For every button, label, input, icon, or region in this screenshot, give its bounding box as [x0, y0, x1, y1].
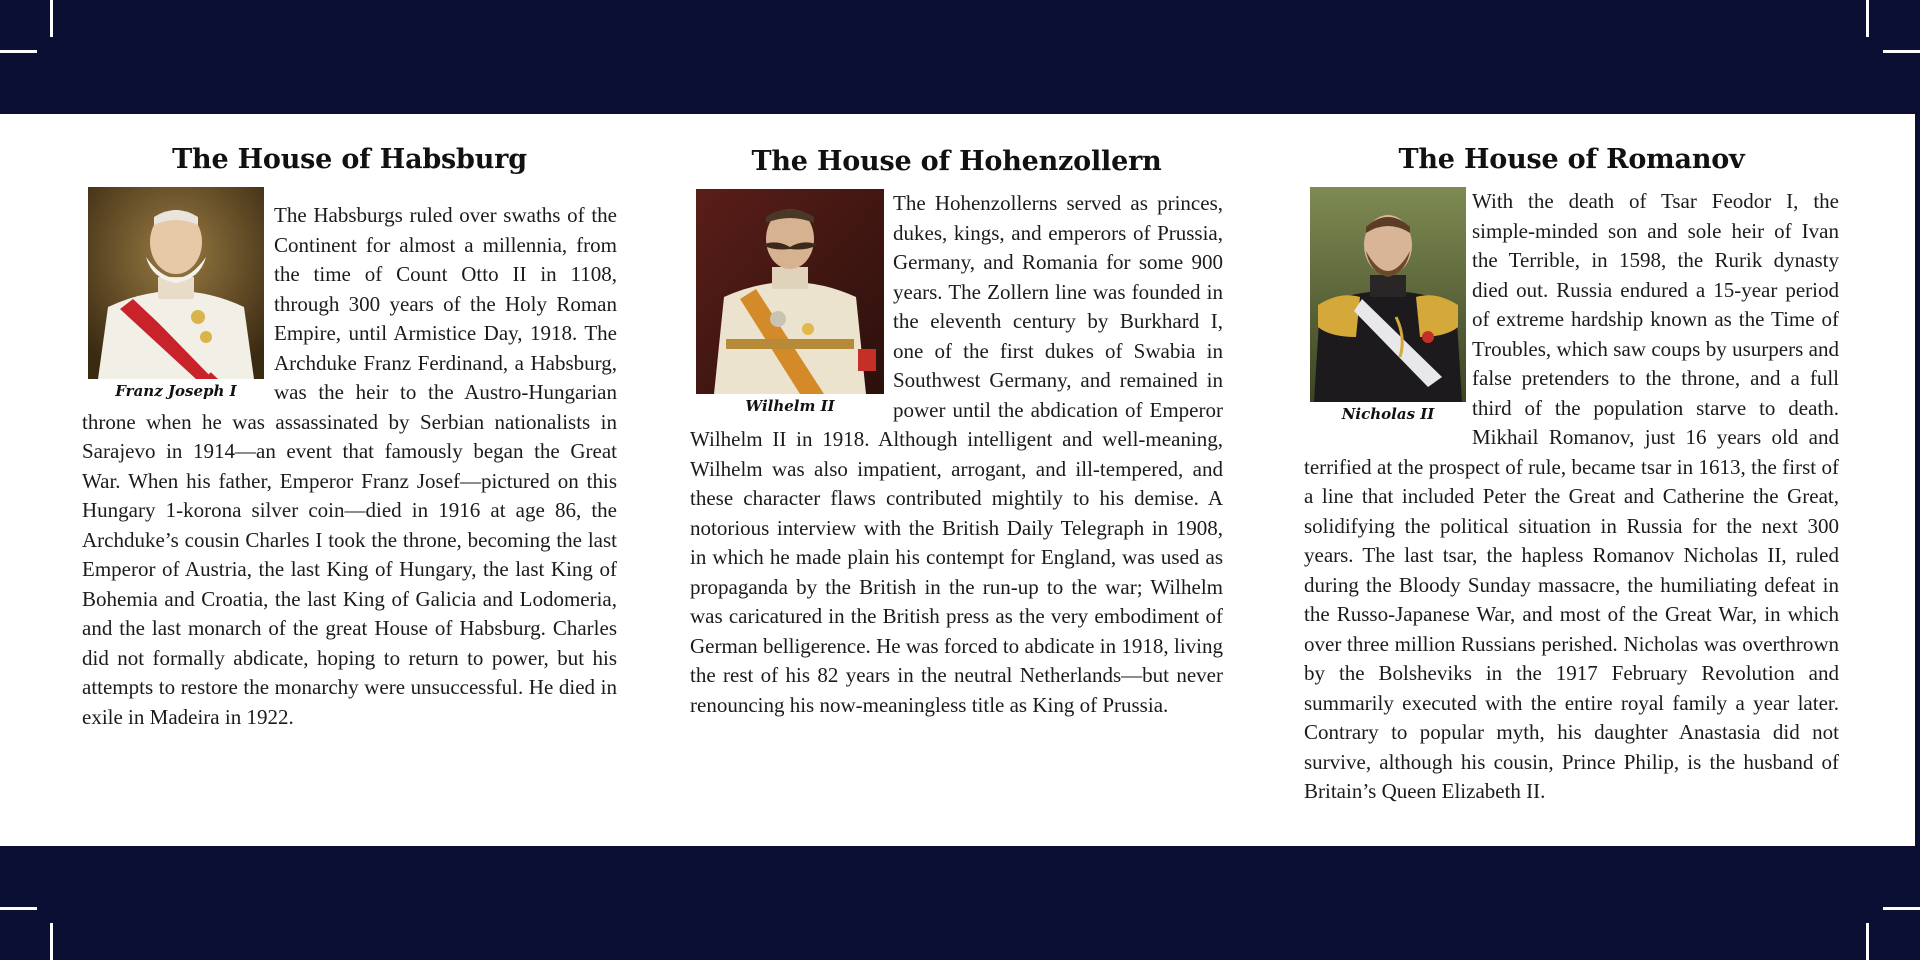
crop-mark: [50, 923, 53, 960]
portrait-caption: Nicholas II: [1341, 405, 1435, 423]
portrait-franz-joseph-image: [88, 187, 264, 379]
column-title: The House of Habsburg: [172, 144, 527, 175]
crop-mark: [1866, 0, 1869, 37]
portrait-figure: [696, 189, 884, 415]
crop-mark: [0, 907, 37, 910]
portrait-nicholas-image: [1310, 187, 1466, 402]
crop-mark: [0, 50, 37, 53]
crop-mark: [1883, 50, 1920, 53]
romanov-column: [1304, 144, 1839, 807]
habsburg-column: [82, 144, 617, 732]
article-text: The Hohenzollerns served as princes, dukes, kings, and emperors of Prussia, Germany, and Romania for some 900 years. The Zollern line was founded in the eleventh century by Burkhard I, one of the first dukes of Swabia in Southwest Germany, and remained in power until the abdication of Emperor Wilhelm II in 1918. Although intelligent and well-meaning, Wilhelm was also impatient, arrogant, and ill-tempered, and these character flaws contributed mightily to his demise. A notorious interview with the British Daily Telegraph in 1908, in which he made plain his contempt for England, was used as propaganda by the British in the run-up to the war; Wilhelm was caricatured in the British press as the very embodiment of German belligerence. He was forced to abdicate in 1918, living the rest of his 82 years in the neutral Netherlands—but never renouncing his now-meaningless title as King of Prussia.: [690, 191, 1223, 717]
crop-mark: [1883, 907, 1920, 910]
bottom-band: [0, 846, 1920, 960]
column-title: The House of Romanov: [1398, 144, 1745, 175]
crop-mark: [50, 0, 53, 37]
portrait-caption: Wilhelm II: [745, 397, 835, 415]
portrait-caption: Franz Joseph I: [115, 382, 237, 400]
column-title: The House of Hohenzollern: [751, 146, 1162, 177]
article-text: With the death of Tsar Feodor I, the simple-minded son and sole heir of Ivan the Terrible, in 1598, the Rurik dynasty died out. Russia endured a 15-year period of extreme hardship known as the Time of Troubles, which saw coups by usurpers and false pretenders to the throne, and a full third of the population starve to death. Mikhail Romanov, just 16 years old and terrified at the prospect of rule, became tsar in 1613, the first of a line that included Peter the Great and Catherine the Great, solidifying the political situation in Russia for the next 300 years. The last tsar, the hapless Romanov Nicholas II, ruled during the Bloody Sunday massacre, the humiliating defeat in the Russo-Japanese War, and most of the Great War, in which over three million Russians perished. Nicholas was overthrown by the Bolsheviks in the 1917 February Revolution and summarily executed with the entire royal family a year later. Contrary to popular myth, his daughter Anastasia did not survive, although his cousin, Prince Philip, is the husband of Britain’s Queen Elizabeth II.: [1304, 189, 1839, 803]
top-band: [0, 0, 1920, 114]
article-text: The Habsburgs ruled over swaths of the Continent for almost a millennia, from the time of Count Otto II in 1108, through 300 years of the Holy Roman Empire, until Armistice Day, 1918. The Archduke Franz Ferdinand, a Habsburg, was the heir to the Austro-Hungarian throne when he was assassinated by Serbian nationalists in Sarajevo in 1914—an event that famously began the Great War. When his father, Emperor Franz Josef—pictured on this Hungary 1-korona silver coin—died in 1916 at age 86, the Archduke’s cousin Charles I took the throne, becoming the last Emperor of Austria, the last King of Hungary, the last King of Bohemia and Croatia, the last King of Galicia and Lodomeria, and the last monarch of the great House of Habsburg. Charles did not formally abdicate, hoping to return to power, but his attempts to restore the monarchy were unsuccessful. He died in exile in Madeira in 1922.: [82, 203, 617, 729]
portrait-figure: [1310, 187, 1466, 423]
crop-mark: [1866, 923, 1869, 960]
content-panel: [0, 114, 1915, 846]
portrait-figure: [88, 187, 264, 400]
hohenzollern-column: [690, 144, 1223, 720]
portrait-wilhelm-image: [696, 189, 884, 394]
